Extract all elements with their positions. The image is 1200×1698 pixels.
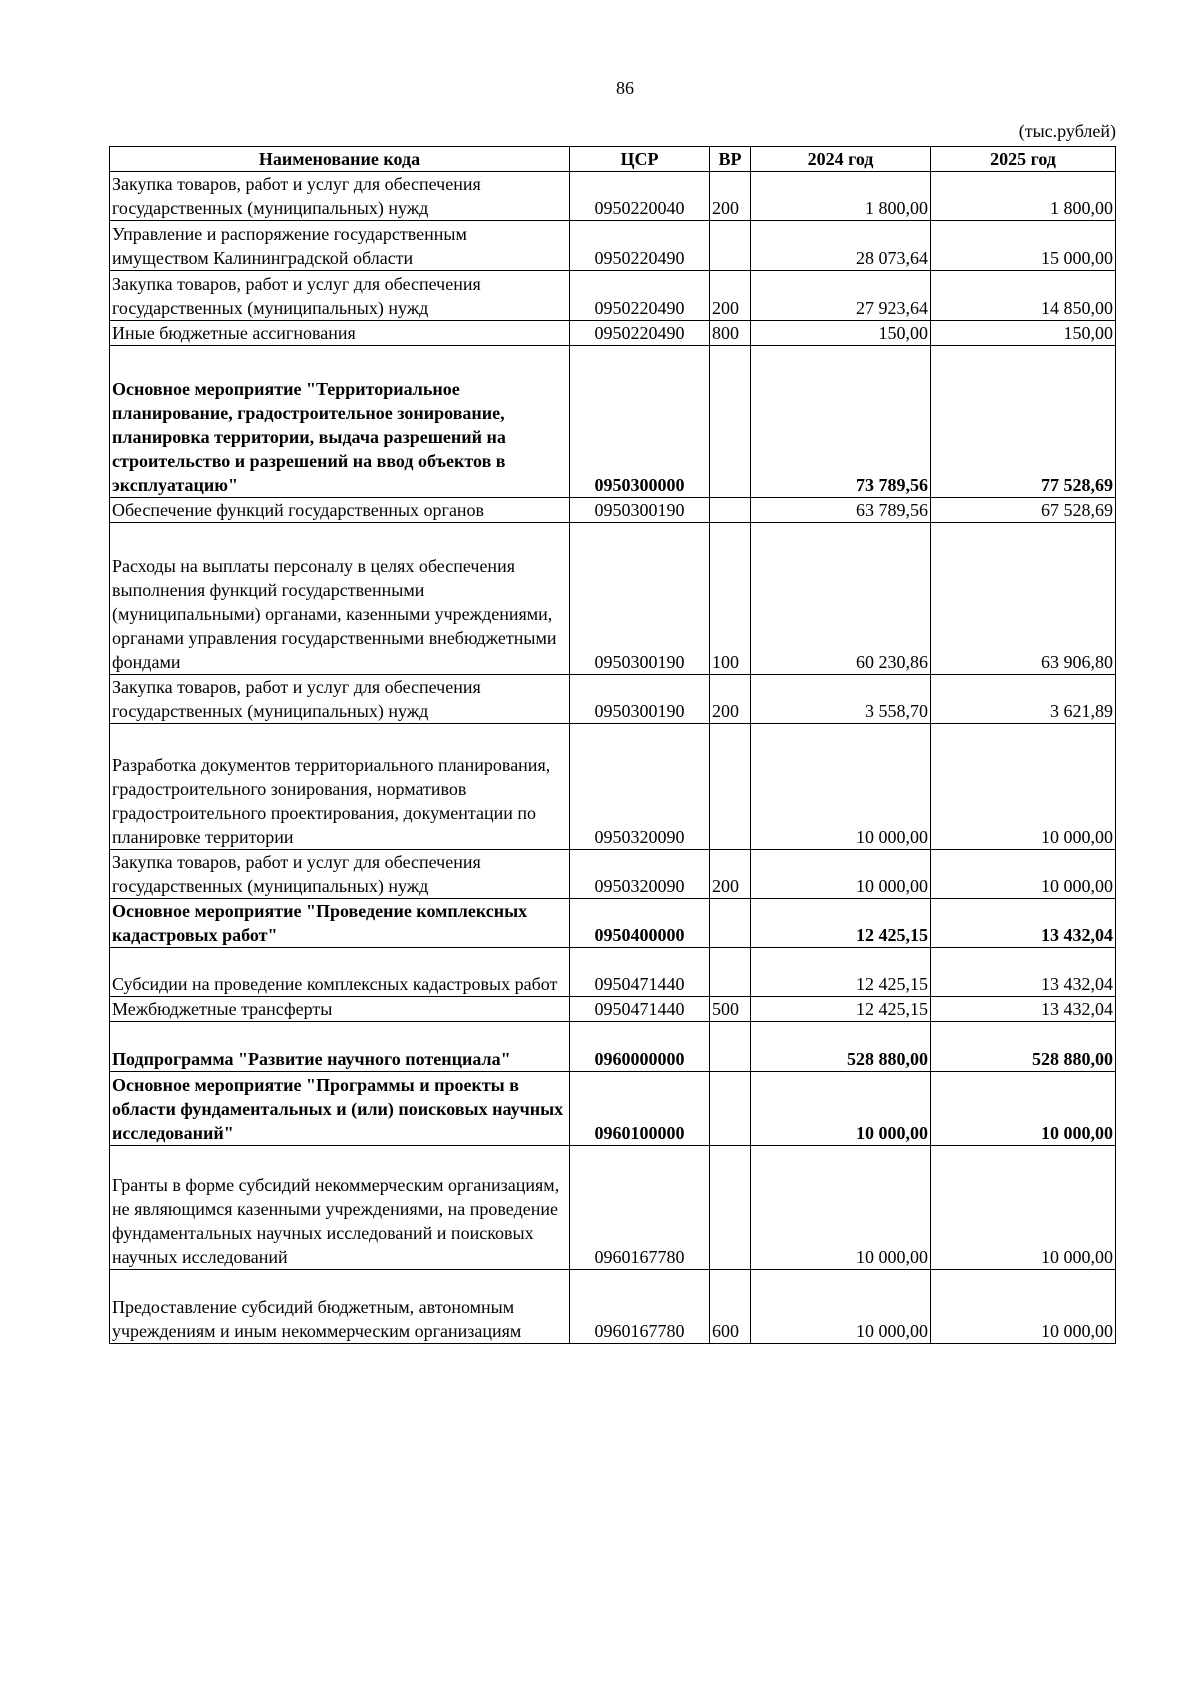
table-row	[110, 850, 1116, 899]
cell-2025: 63 906,80	[931, 523, 1116, 675]
cell-csr: 0960167780	[570, 1270, 710, 1344]
table-row	[110, 321, 1116, 346]
table-row	[110, 1146, 1116, 1270]
cell-2024: 150,00	[751, 321, 931, 346]
cell-2025: 10 000,00	[931, 1072, 1116, 1146]
cell-name: Закупка товаров, работ и услуг для обеспечения государственных (муниципальных) нужд	[110, 172, 570, 221]
cell-2024: 10 000,00	[751, 1146, 931, 1270]
cell-csr: 0950220040	[570, 172, 710, 221]
table-row	[110, 675, 1116, 724]
cell-2025: 10 000,00	[931, 850, 1116, 899]
cell-vr	[710, 498, 751, 523]
page-number: 86	[616, 78, 634, 98]
table-row	[110, 724, 1116, 850]
cell-2024: 12 425,15	[751, 899, 931, 948]
cell-name: Основное мероприятие "Проведение комплексных кадастровых работ"	[110, 899, 570, 948]
cell-name: Субсидии на проведение комплексных кадастровых работ	[110, 948, 570, 997]
cell-2024: 27 923,64	[751, 271, 931, 321]
cell-vr	[710, 346, 751, 498]
table-row	[110, 523, 1116, 675]
cell-csr: 0950471440	[570, 997, 710, 1022]
cell-vr	[710, 724, 751, 850]
cell-2025: 67 528,69	[931, 498, 1116, 523]
cell-2024: 10 000,00	[751, 724, 931, 850]
cell-vr: 600	[710, 1270, 751, 1344]
cell-csr: 0950300000	[570, 346, 710, 498]
cell-csr: 0950300190	[570, 498, 710, 523]
table-row	[110, 997, 1116, 1022]
cell-2024: 10 000,00	[751, 1072, 931, 1146]
units-label: (тыс.рублей)	[1018, 121, 1116, 141]
cell-2025: 15 000,00	[931, 221, 1116, 271]
cell-2025: 13 432,04	[931, 899, 1116, 948]
cell-2025: 13 432,04	[931, 997, 1116, 1022]
cell-2025: 1 800,00	[931, 172, 1116, 221]
cell-2024: 63 789,56	[751, 498, 931, 523]
cell-vr	[710, 221, 751, 271]
cell-csr: 0960100000	[570, 1072, 710, 1146]
cell-vr: 200	[710, 850, 751, 899]
cell-name: Иные бюджетные ассигнования	[110, 321, 570, 346]
cell-vr	[710, 948, 751, 997]
cell-2024: 28 073,64	[751, 221, 931, 271]
cell-2025: 150,00	[931, 321, 1116, 346]
header-2025: 2025 год	[931, 147, 1116, 172]
table-row	[110, 1270, 1116, 1344]
cell-csr: 0950300190	[570, 523, 710, 675]
cell-2025: 3 621,89	[931, 675, 1116, 724]
cell-2024: 3 558,70	[751, 675, 931, 724]
cell-name: Закупка товаров, работ и услуг для обеспечения государственных (муниципальных) нужд	[110, 850, 570, 899]
cell-vr: 500	[710, 997, 751, 1022]
header-2024: 2024 год	[751, 147, 931, 172]
table-row	[110, 498, 1116, 523]
cell-vr	[710, 1146, 751, 1270]
cell-name: Основное мероприятие "Территориальное планирование, градостроительное зонирование, планировка территории, выдача разрешений на строительство и разрешений на ввод объектов в эксплуатацию"	[110, 346, 570, 498]
cell-vr: 200	[710, 271, 751, 321]
cell-vr	[710, 1022, 751, 1072]
table-header-row	[110, 147, 1116, 172]
cell-name: Межбюджетные трансферты	[110, 997, 570, 1022]
cell-name: Обеспечение функций государственных органов	[110, 498, 570, 523]
cell-vr: 200	[710, 675, 751, 724]
cell-2025: 13 432,04	[931, 948, 1116, 997]
table-row	[110, 271, 1116, 321]
cell-2025: 10 000,00	[931, 724, 1116, 850]
cell-2024: 60 230,86	[751, 523, 931, 675]
cell-2024: 73 789,56	[751, 346, 931, 498]
header-csr: ЦСР	[570, 147, 710, 172]
cell-name: Основное мероприятие "Программы и проекты в области фундаментальных и (или) поисковых научных исследований"	[110, 1072, 570, 1146]
cell-2024: 10 000,00	[751, 850, 931, 899]
cell-vr: 200	[710, 172, 751, 221]
budget-table	[109, 146, 1116, 1344]
table-row	[110, 899, 1116, 948]
cell-name: Разработка документов территориального планирования, градостроительного зонирования, нормативов градостроительного проектирования, документации по планировке территории	[110, 724, 570, 850]
table-row	[110, 221, 1116, 271]
cell-name: Предоставление субсидий бюджетным, автономным учреждениям и иным некоммерческим организациям	[110, 1270, 570, 1344]
table-row	[110, 1072, 1116, 1146]
table-row	[110, 1022, 1116, 1072]
cell-csr: 0960000000	[570, 1022, 710, 1072]
cell-vr: 100	[710, 523, 751, 675]
cell-csr: 0950400000	[570, 899, 710, 948]
cell-name: Закупка товаров, работ и услуг для обеспечения государственных (муниципальных) нужд	[110, 271, 570, 321]
cell-vr	[710, 899, 751, 948]
cell-name: Управление и распоряжение государственным имуществом Калининградской области	[110, 221, 570, 271]
cell-2024: 12 425,15	[751, 997, 931, 1022]
cell-csr: 0960167780	[570, 1146, 710, 1270]
cell-2024: 12 425,15	[751, 948, 931, 997]
cell-2025: 10 000,00	[931, 1270, 1116, 1344]
cell-2025: 528 880,00	[931, 1022, 1116, 1072]
cell-vr	[710, 1072, 751, 1146]
cell-csr: 0950320090	[570, 724, 710, 850]
cell-csr: 0950220490	[570, 221, 710, 271]
cell-name: Гранты в форме субсидий некоммерческим организациям, не являющимся казенными учреждениями, на проведение фундаментальных научных исследований и поисковых научных исследований	[110, 1146, 570, 1270]
cell-2025: 77 528,69	[931, 346, 1116, 498]
cell-csr: 0950320090	[570, 850, 710, 899]
cell-csr: 0950220490	[570, 271, 710, 321]
cell-2025: 10 000,00	[931, 1146, 1116, 1270]
cell-2024: 10 000,00	[751, 1270, 931, 1344]
cell-csr: 0950220490	[570, 321, 710, 346]
header-vr: ВР	[710, 147, 751, 172]
table-row	[110, 948, 1116, 997]
cell-name: Расходы на выплаты персоналу в целях обеспечения выполнения функций государственными (муниципальными) органами, казенными учреждениями, органами управления государственными внебюджетными фондами	[110, 523, 570, 675]
table-row	[110, 172, 1116, 221]
cell-name: Подпрограмма "Развитие научного потенциала"	[110, 1022, 570, 1072]
cell-csr: 0950300190	[570, 675, 710, 724]
cell-2024: 528 880,00	[751, 1022, 931, 1072]
cell-csr: 0950471440	[570, 948, 710, 997]
cell-2025: 14 850,00	[931, 271, 1116, 321]
cell-name: Закупка товаров, работ и услуг для обеспечения государственных (муниципальных) нужд	[110, 675, 570, 724]
cell-vr: 800	[710, 321, 751, 346]
table-row	[110, 346, 1116, 498]
header-name: Наименование кода	[110, 147, 570, 172]
cell-2024: 1 800,00	[751, 172, 931, 221]
